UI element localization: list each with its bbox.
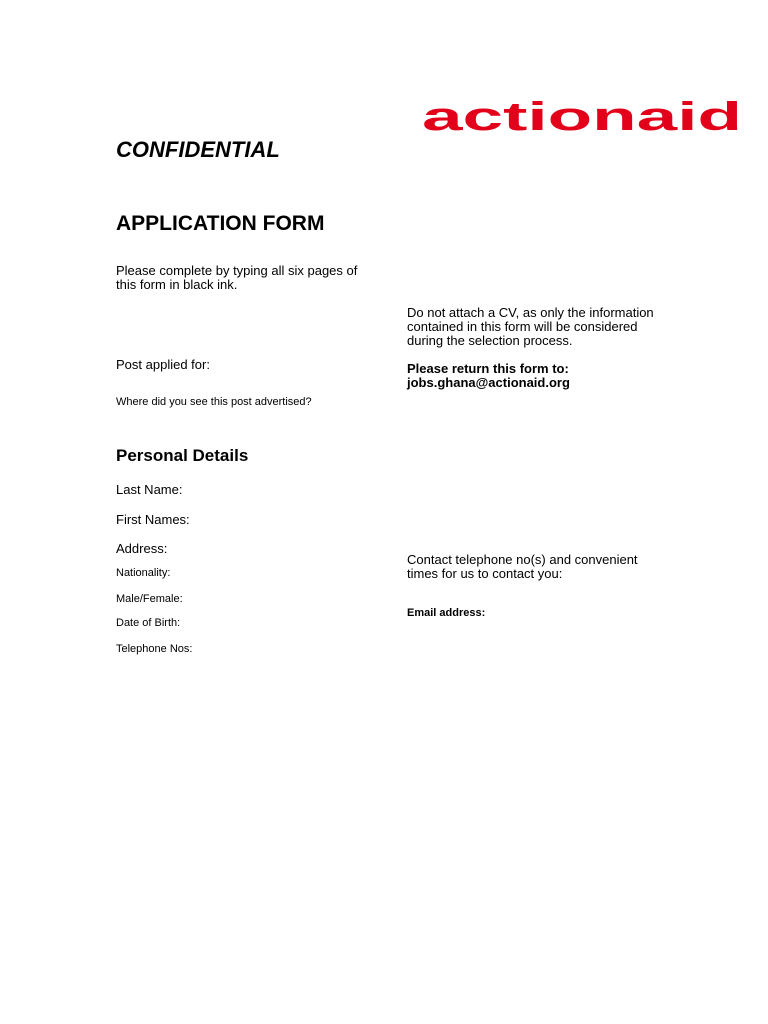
confidential-label: CONFIDENTIAL [116,137,280,162]
where-advertised-label: Where did you see this post advertised? [116,396,312,408]
return-email: jobs.ghana@actionaid.org [407,375,570,390]
date-of-birth-label: Date of Birth: [116,617,181,629]
gender-label: Male/Female: [116,593,183,605]
page-title: APPLICATION FORM [116,212,325,235]
nationality-label: Nationality: [116,567,171,579]
return-label: Please return this form to: [407,361,569,376]
post-applied-label: Post applied for: [116,357,210,372]
actionaid-logo-graphic [408,88,756,140]
email-label: Email address: [407,607,486,619]
personal-details-heading: Personal Details [116,446,249,465]
return-instructions [407,362,657,390]
typing-instructions: Please complete by typing all six pages of this form in black ink. [116,263,358,292]
actionaid-logo [408,88,756,140]
address-label: Address: [116,541,168,556]
actionaid-wordmark: actionaid [422,95,742,139]
telephone-label: Telephone Nos: [116,643,193,655]
contact-times-label: Contact telephone no(s) and convenient times for us to contact you: [407,552,638,581]
last-name-label: Last Name: [116,482,183,497]
first-names-label: First Names: [116,512,190,527]
no-cv-note: Do not attach a CV, as only the information contained in this form will be considered during the selection process. [407,305,654,348]
